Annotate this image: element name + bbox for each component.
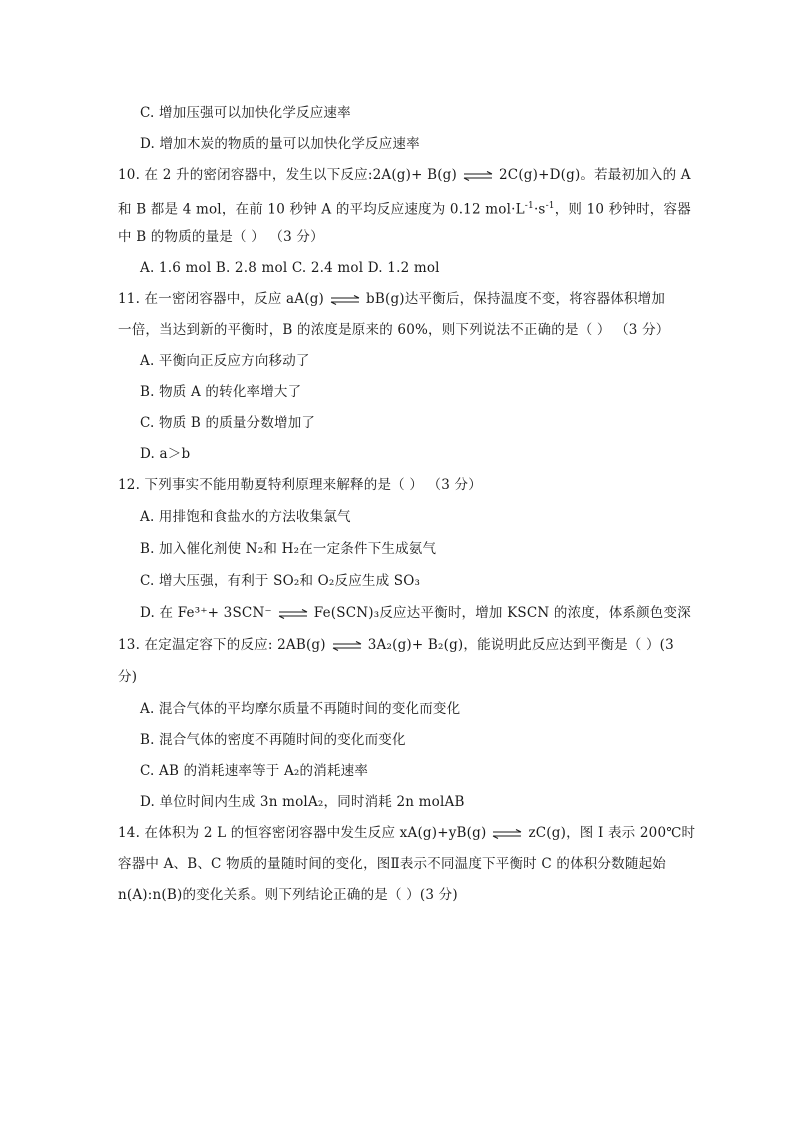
q10-stem-line2 — [118, 197, 691, 219]
q14-stem-text: 14. 在体积为 2 L 的恒容密闭容器中发生反应 xA(g)+yB(g) — [118, 825, 487, 841]
q12-option-d — [140, 604, 691, 622]
q9-option-d: D. 增加木炭的物质的量可以加快化学反应速率 — [140, 136, 420, 152]
equilibrium-arrow-icon — [278, 609, 308, 619]
q12-option-b: B. 加入催化剂使 N₂和 H₂在一定条件下生成氨气 — [140, 541, 437, 557]
q14-stem-line1 — [118, 824, 695, 842]
q14-stem-text: zC(g)，图 I 表示 200℃时 — [528, 825, 696, 841]
q11-option-c: C. 物质 B 的质量分数增加了 — [140, 415, 316, 431]
q11-option-a: A. 平衡向正反应方向移动了 — [140, 353, 310, 369]
q11-stem-text: 11. 在一密闭容器中，反应 aA(g) — [118, 291, 325, 307]
superscript: -1 — [545, 201, 555, 211]
q11-stem-line1 — [118, 290, 665, 308]
q12-option-d-text: Fe(SCN)₃反应达平衡时，增加 KSCN 的浓度，体系颜色变深 — [313, 605, 691, 621]
q11-stem-text: bB(g)达平衡后，保持温度不变，将容器体积增加 — [366, 291, 666, 307]
q10-stem-text: 2C(g)+D(g)。若最初加入的 A — [499, 167, 691, 183]
equilibrium-arrow-icon — [492, 829, 522, 839]
equilibrium-arrow-icon — [332, 641, 362, 651]
q12-option-c: C. 增大压强，有利于 SO₂和 O₂反应生成 SO₃ — [140, 573, 421, 589]
q12-stem: 12. 下列事实不能用勒夏特利原理来解释的是（ ） （3 分） — [118, 477, 482, 493]
q10-stem-line3: 中 B 的物质的量是（ ） （3 分） — [118, 229, 324, 245]
q13-stem-text: 3A₂(g)+ B₂(g)，能说明此反应达到平衡是（ ）(3 — [367, 637, 674, 653]
q13-stem-text: 13. 在定温定容下的反应: 2AB(g) — [118, 637, 326, 653]
q11-option-b: B. 物质 A 的转化率增大了 — [140, 384, 302, 400]
q13-option-b: B. 混合气体的密度不再随时间的变化而变化 — [140, 732, 406, 748]
q13-stem-line1 — [118, 636, 674, 654]
q10-stem-line1 — [118, 166, 691, 184]
q10-stem-text: 10. 在 2 升的密闭容器中，发生以下反应:2A(g)+ B(g) — [118, 167, 457, 183]
q10-stem-text: ，则 10 秒钟时，容器 — [554, 201, 691, 218]
q10-stem-text: 和 B 都是 4 mol，在前 10 秒钟 A 的平均反应速度为 0.12 mol·L — [118, 201, 525, 218]
q13-option-d: D. 单位时间内生成 3n molA₂，同时消耗 2n molAB — [140, 794, 465, 810]
q11-stem-line2: 一倍，当达到新的平衡时，B 的浓度是原来的 60%，则下列说法不正确的是（ ） （3 分） — [118, 322, 670, 338]
q11-option-d: D. a＞b — [140, 446, 191, 462]
q10-stem-text: ·s — [533, 201, 546, 218]
q12-option-d-text: D. 在 Fe³⁺+ 3SCN⁻ — [140, 605, 272, 621]
q14-stem-line3: n(A):n(B)的变化关系。则下列结论正确的是（ ）(3 分) — [118, 887, 458, 903]
q9-option-c: C. 增加压强可以加快化学反应速率 — [140, 105, 351, 121]
q10-options: A. 1.6 mol B. 2.8 mol C. 2.4 mol D. 1.2 mol — [140, 260, 440, 276]
q12-option-a: A. 用排饱和食盐水的方法收集氯气 — [140, 509, 351, 525]
superscript: -1 — [524, 201, 534, 211]
equilibrium-arrow-icon — [330, 295, 360, 305]
q13-option-a: A. 混合气体的平均摩尔质量不再随时间的变化而变化 — [140, 701, 461, 717]
equilibrium-arrow-icon — [463, 171, 493, 181]
q13-option-c: C. AB 的消耗速率等于 A₂的消耗速率 — [140, 763, 369, 779]
q13-stem-line2: 分) — [118, 669, 138, 685]
q14-stem-line2: 容器中 A、B、C 物质的量随时间的变化，图Ⅱ表示不同温度下平衡时 C 的体积分数随起始 — [118, 856, 666, 872]
